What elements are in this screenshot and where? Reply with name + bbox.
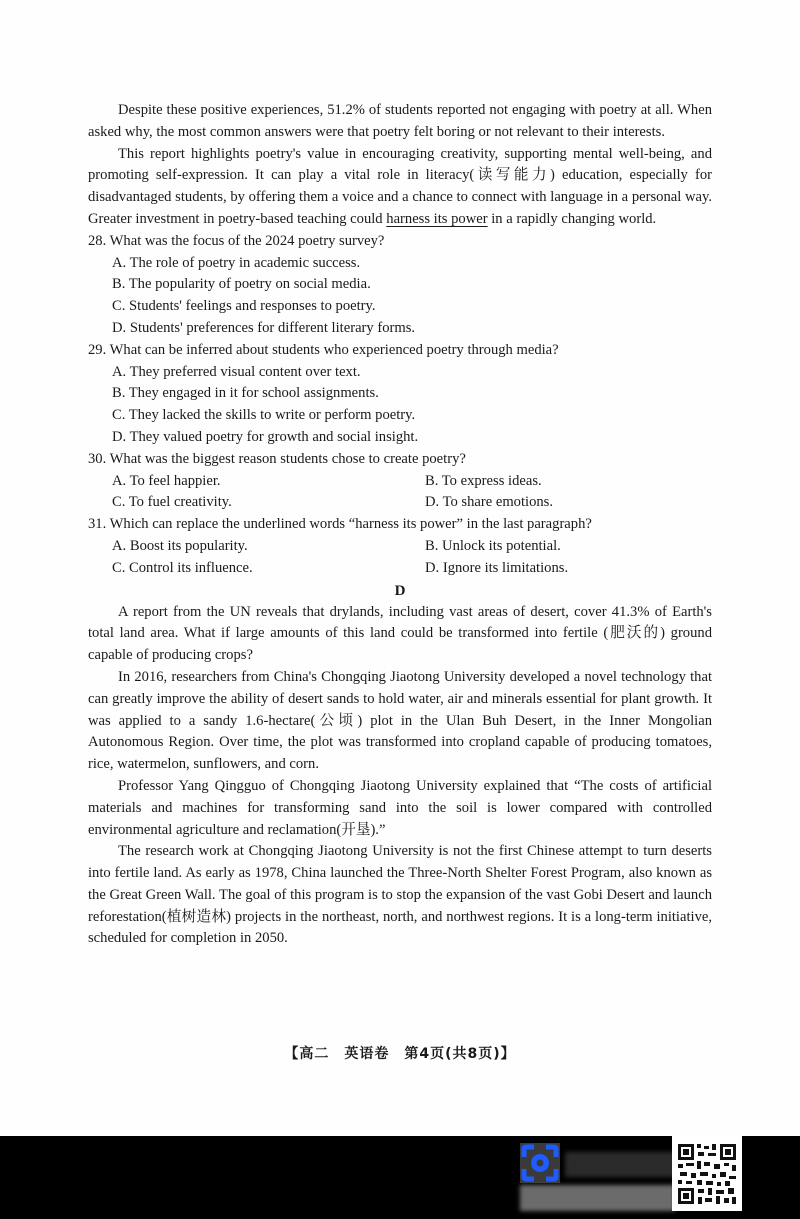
paragraph: The research work at Chongqing Jiaotong University is not the first Chinese attempt to turn deserts into fertile land. As early as 1978, China launched the Three-North Shelter Forest Program, also known as the Great Green Wall. The goal of this program is to stop the expansion of the vast Gobi Desert and launch reforestation(植树造林) projects in the northeast, north, and northwest regions. It is a long-term initiative, scheduled for completion in 2050. [88, 843, 712, 947]
question-text: Which can replace the underlined words “harness its power” in the last paragraph? [109, 516, 592, 533]
question-number: 30. [88, 450, 107, 467]
option-b: B. They engaged in it for school assignments. [112, 385, 379, 402]
question-stem [88, 449, 712, 471]
option-b: B. Unlock its potential. [425, 537, 561, 554]
option-c: C. They lacked the skills to write or perform poetry. [112, 407, 416, 424]
question-stem [88, 340, 712, 362]
paragraph: In 2016, researchers from China's Chongqing Jiaotong University developed a novel technology that can greatly improve the ability of desert sands to hold water, air and minerals essential for plant growth. It was applied to a sandy 1.6-hectare(公顷) plot in the Ulan Buh Desert, in the Inner Mongolian Autonomous Region. Over time, the plot was transformed into cropland capable of producing tomatoes, rice, watermelon, sunflowers, and corn. [88, 668, 712, 773]
option-row [88, 492, 712, 514]
qr-code-icon[interactable] [672, 1136, 742, 1211]
question-number: 29. [88, 341, 107, 358]
question-stem [88, 231, 712, 253]
option-b: B. To express ideas. [425, 472, 542, 489]
option-c: C. Control its influence. [112, 559, 253, 576]
section-heading: D [394, 582, 406, 599]
option-row [88, 558, 712, 580]
question-30 [88, 449, 712, 514]
question-29 [88, 340, 712, 449]
option-a: A. To feel happier. [112, 472, 221, 489]
paragraph-text: This report highlights poetry's value in encouraging creativity, supporting mental well-being, and promoting self-expression. It can play a vital role in literacy(读写能力) education, especially for disadvantaged students, by offering them a voice and a chance to connect with language in a personal way. Greater investment in poetry-based teaching could [88, 145, 712, 227]
option-a: A. They preferred visual content over text. [112, 363, 361, 380]
option-a: A. The role of poetry in academic success. [112, 254, 361, 271]
question-number: 28. [88, 232, 107, 249]
question-28 [88, 231, 712, 340]
paragraph-text: in a rapidly changing world. [487, 210, 657, 227]
option-row [88, 536, 712, 558]
paragraph: Despite these positive experiences, 51.2% of students reported not engaging with poetry at all. When asked why, the most common answers were that poetry felt boring or not relevant to their interests. [88, 102, 712, 140]
option-d: D. Ignore its limitations. [425, 559, 569, 576]
paragraph: A report from the UN reveals that drylands, including vast areas of desert, cover 41.3% of Earth's total land area. What if large amounts of this land could be transformed into fertile (肥沃的) ground capable of producing crops? [88, 603, 712, 664]
option-d: D. Students' preferences for different literary forms. [112, 319, 416, 336]
underlined-phrase: harness its power [386, 210, 488, 227]
option-a: A. Boost its popularity. [112, 537, 248, 554]
paragraph-with-underline [88, 144, 712, 231]
question-31 [88, 514, 712, 579]
page-content [88, 100, 712, 950]
option-row [88, 471, 712, 493]
page-footer: 【高二 英语卷 第4页(共8页)】 [284, 1046, 516, 1062]
option-b: B. The popularity of poetry on social media. [112, 276, 371, 293]
option-d: D. To share emotions. [425, 494, 554, 511]
paragraph: Professor Yang Qingguo of Chongqing Jiaotong University explained that “The costs of artificial materials and machines for transforming sand into the soil is lower compared with controlled environmental agriculture and reclamation(开垦).” [88, 777, 712, 838]
question-stem [88, 514, 712, 536]
option-c: C. Students' feelings and responses to poetry. [112, 298, 376, 315]
question-number: 31. [88, 516, 107, 533]
question-text: What can be inferred about students who experienced poetry through media? [109, 341, 559, 358]
question-text: What was the biggest reason students chose to create poetry? [109, 450, 466, 467]
scan-logo-icon [520, 1143, 560, 1183]
option-c: C. To fuel creativity. [112, 494, 232, 511]
option-d: D. They valued poetry for growth and social insight. [112, 428, 419, 445]
question-text: What was the focus of the 2024 poetry survey? [109, 232, 385, 249]
blurred-brand-subtext [520, 1185, 675, 1211]
